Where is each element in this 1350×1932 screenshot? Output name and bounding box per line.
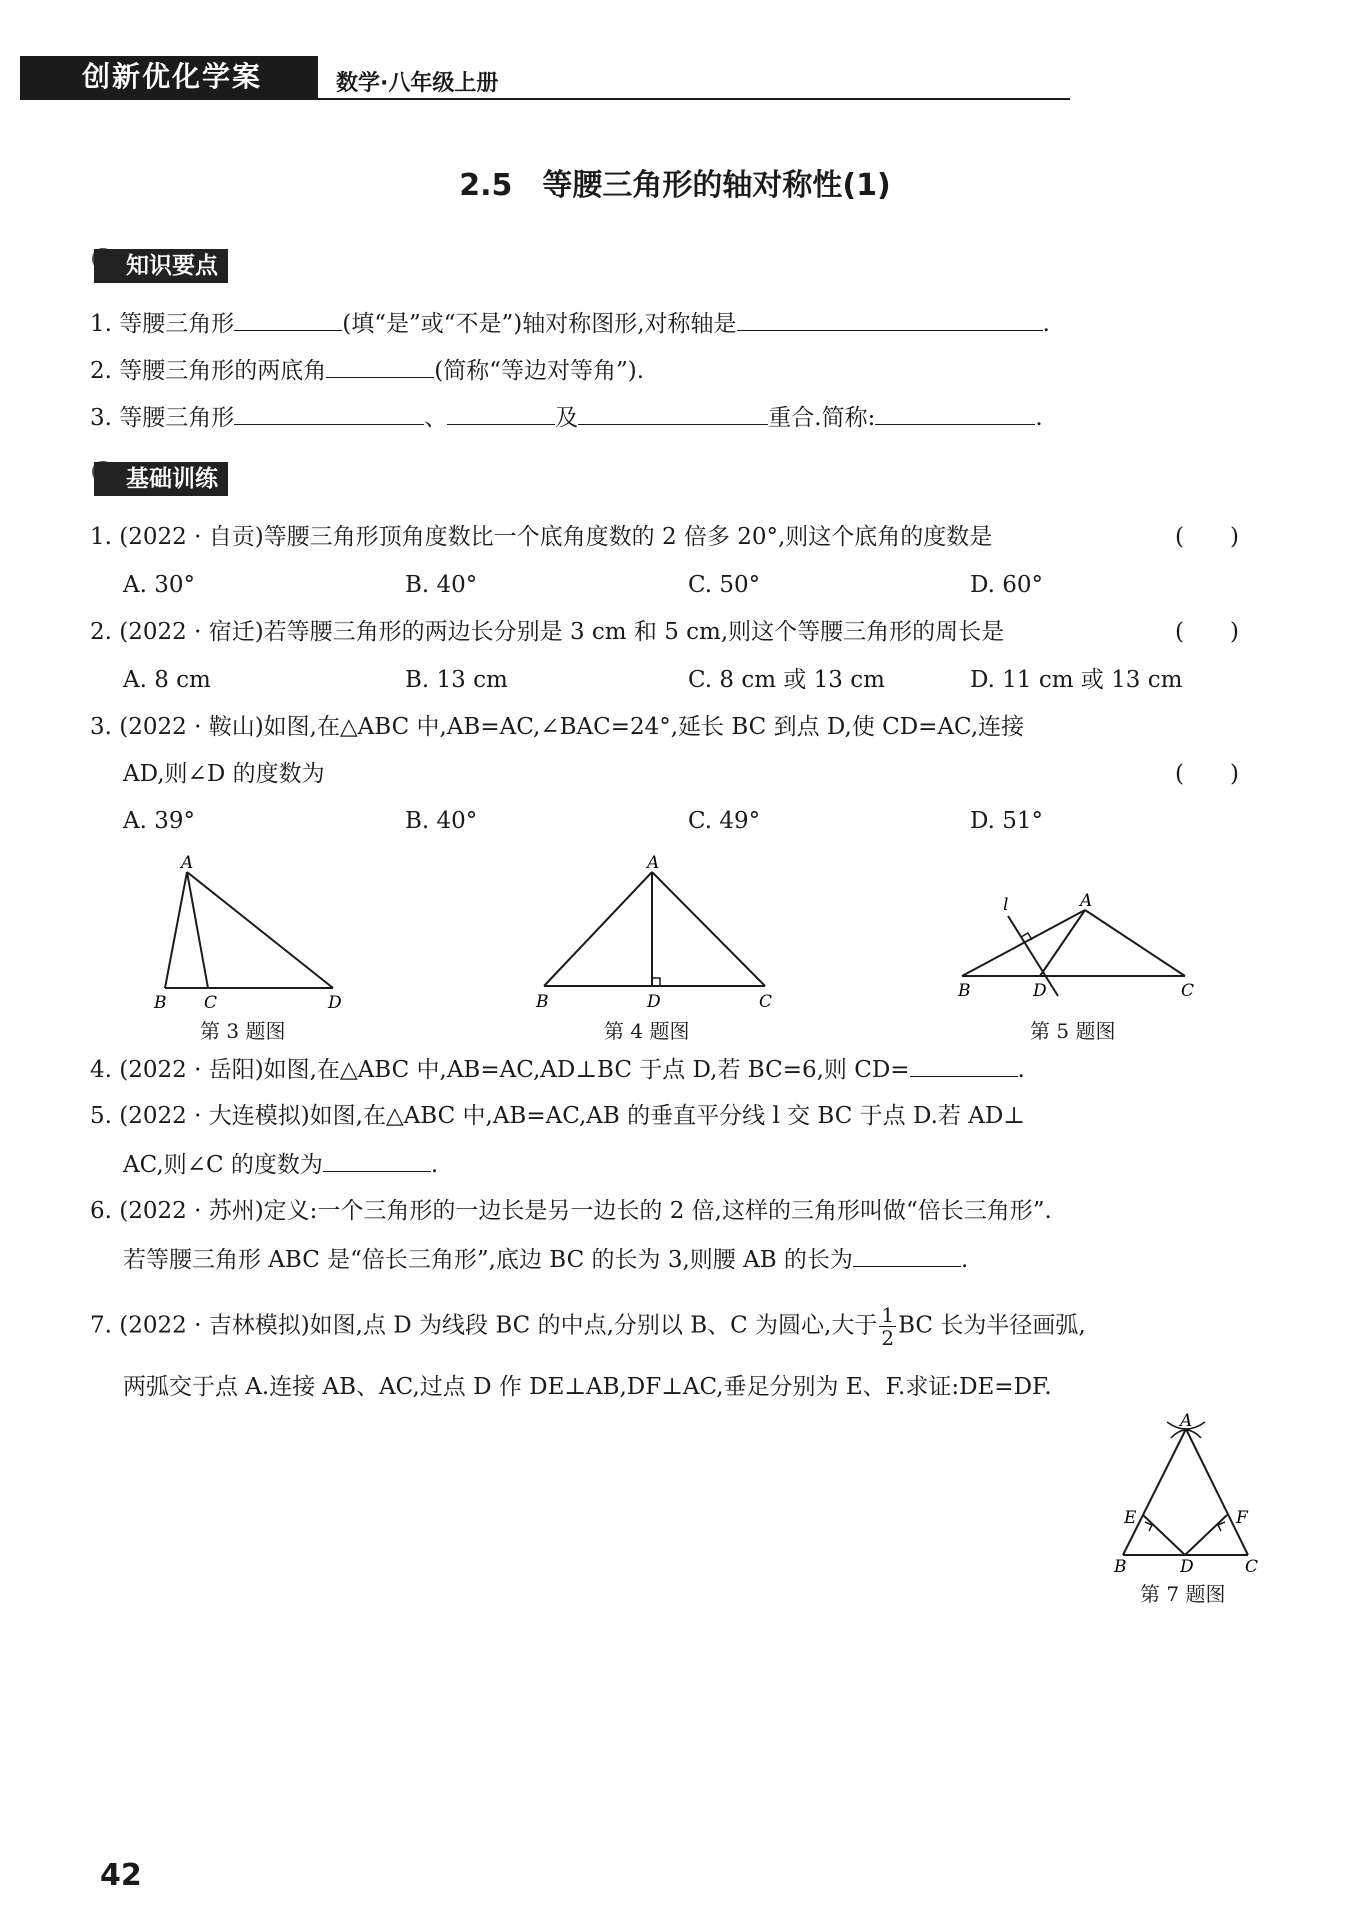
knowledge-2-text-a: 2. 等腰三角形的两底角 [90,358,327,384]
choice-2b: B. 13 cm [405,667,508,693]
fig7-label-d: D [1180,1557,1194,1572]
choice-1d: D. 60° [970,572,1044,598]
fig4-label-a: A [647,853,660,873]
blank[interactable] [447,402,555,425]
knowledge-item-2 [90,355,644,386]
question-4 [90,1054,1025,1085]
question-7 [90,1304,1086,1349]
fig3-label-a: A [181,853,194,873]
choice-3c: C. 49° [688,808,761,834]
question-5-end: . [430,1152,439,1178]
figure-4 [530,852,780,1022]
fig4-label-c: C [759,992,773,1012]
answer-paren-3[interactable]: ( ) [1175,761,1239,787]
knowledge-1-text-a: 1. 等腰三角形 [90,311,235,337]
blank[interactable] [234,308,342,331]
knowledge-3-text-e: . [1035,405,1043,431]
question-7-text-a: 7. (2022 · 吉林模拟)如图,点 D 为线段 BC 的中点,分别以 B、C 为圆心,大于 [90,1312,878,1339]
question-7-text-b: BC 长为半径画弧, [898,1312,1086,1339]
choice-3b: B. 40° [405,808,478,834]
blank[interactable] [234,402,424,425]
section-title-knowledge: 知识要点 [94,249,228,283]
choice-1c: C. 50° [688,572,761,598]
fig5-label-b: B [958,981,971,1001]
knowledge-3-text-d: 重合.简称: [768,405,876,431]
answer-paren-2[interactable]: ( ) [1175,619,1239,645]
page-title: 2.5 等腰三角形的轴对称性(1) [459,168,891,203]
figure-3-caption: 第 3 题图 [200,1019,286,1043]
question-2: 2. (2022 · 宿迁)若等腰三角形的两边长分别是 3 cm 和 5 cm,则这个等腰三角形的周长是 [90,619,1005,645]
question-4-text: 4. (2022 · 岳阳)如图,在△ABC 中,AB=AC,AD⊥BC 于点 D,若 BC=6,则 CD= [90,1057,910,1083]
figure-7 [1105,1412,1265,1572]
question-5-line-2-text: AC,则∠C 的度数为 [123,1152,323,1178]
section-knowledge [90,246,228,286]
question-6-line-2-text: 若等腰三角形 ABC 是“倍长三角形”,底边 BC 的长为 3,则腰 AB 的长为 [123,1247,853,1273]
fig7-label-e: E [1124,1508,1137,1528]
blank[interactable] [737,308,1043,331]
fig4-label-d: D [647,992,661,1012]
fraction-denominator: 2 [881,1326,895,1350]
fig3-label-d: D [328,993,342,1013]
fig4-label-b: B [536,992,549,1012]
question-5-line-2 [123,1149,438,1180]
blank[interactable] [326,355,434,378]
knowledge-3-text-c: 及 [555,405,579,431]
blank[interactable] [910,1054,1018,1077]
fig7-label-f: F [1236,1508,1248,1528]
knowledge-3-text-b: 、 [424,405,448,431]
figure-3 [150,852,350,1022]
choice-2c: C. 8 cm 或 13 cm [688,667,885,693]
question-6: 6. (2022 · 苏州)定义:一个三角形的一边长是另一边长的 2 倍,这样的三角形叫做“倍长三角形”. [90,1198,1052,1224]
answer-paren-1[interactable]: ( ) [1175,524,1239,550]
subject-label: 数学·八年级上册 [336,71,499,96]
knowledge-2-text-b: (简称“等边对等角”). [434,358,645,384]
question-1: 1. (2022 · 自贡)等腰三角形顶角度数比一个底角度数的 2 倍多 20°,则这个底角的度数是 [90,524,993,550]
choice-1b: B. 40° [405,572,478,598]
question-4-end: . [1017,1057,1025,1083]
question-5: 5. (2022 · 大连模拟)如图,在△ABC 中,AB=AC,AB 的垂直平分线 l 交 BC 于点 D.若 AD⊥ [90,1103,1025,1129]
section-training [90,459,228,499]
header-rule [20,98,1070,100]
figure-5-caption: 第 5 题图 [1030,1019,1116,1043]
fig5-label-c: C [1181,981,1195,1001]
fig7-label-b: B [1114,1557,1127,1572]
fig5-label-a: A [1080,891,1093,911]
question-3-line-2: AD,则∠D 的度数为 [123,761,325,787]
section-title-training: 基础训练 [94,462,228,496]
choice-2d: D. 11 cm 或 13 cm [970,667,1183,693]
knowledge-item-1 [90,308,1050,339]
fig5-label-d: D [1033,981,1047,1001]
blank[interactable] [875,402,1035,425]
fraction-numerator: 1 [881,1303,895,1327]
fig7-label-a: A [1180,1412,1193,1431]
choice-3a: A. 39° [123,808,195,834]
question-6-line-2 [123,1244,968,1275]
brand-banner: 创新优化学案 [20,56,318,98]
fraction-one-half [879,1304,896,1349]
fig3-label-c: C [204,993,218,1013]
question-7-line-2: 两弧交于点 A.连接 AB、AC,过点 D 作 DE⊥AB,DF⊥AC,垂足分别为 E、F.求证:DE=DF. [123,1374,1052,1400]
blank[interactable] [323,1149,431,1172]
knowledge-1-text-c: . [1042,311,1050,337]
question-3: 3. (2022 · 鞍山)如图,在△ABC 中,AB=AC,∠BAC=24°,延长 BC 到点 D,使 CD=AC,连接 [90,714,1025,740]
page-number: 42 [100,1858,142,1893]
choice-1a: A. 30° [123,572,195,598]
question-6-end: . [960,1247,969,1273]
knowledge-item-3 [90,402,1043,433]
figure-4-caption: 第 4 题图 [604,1019,690,1043]
choice-3d: D. 51° [970,808,1044,834]
knowledge-3-text-a: 3. 等腰三角形 [90,405,235,431]
fig7-label-c: C [1245,1557,1259,1572]
figure-5 [955,888,1205,1018]
choice-2a: A. 8 cm [123,667,211,693]
fig5-label-l: l [1003,895,1009,915]
knowledge-1-text-b: (填“是”或“不是”)轴对称图形,对称轴是 [342,311,737,337]
figure-7-caption: 第 7 题图 [1140,1582,1226,1606]
blank[interactable] [853,1244,961,1267]
blank[interactable] [578,402,768,425]
fig3-label-b: B [154,993,167,1013]
